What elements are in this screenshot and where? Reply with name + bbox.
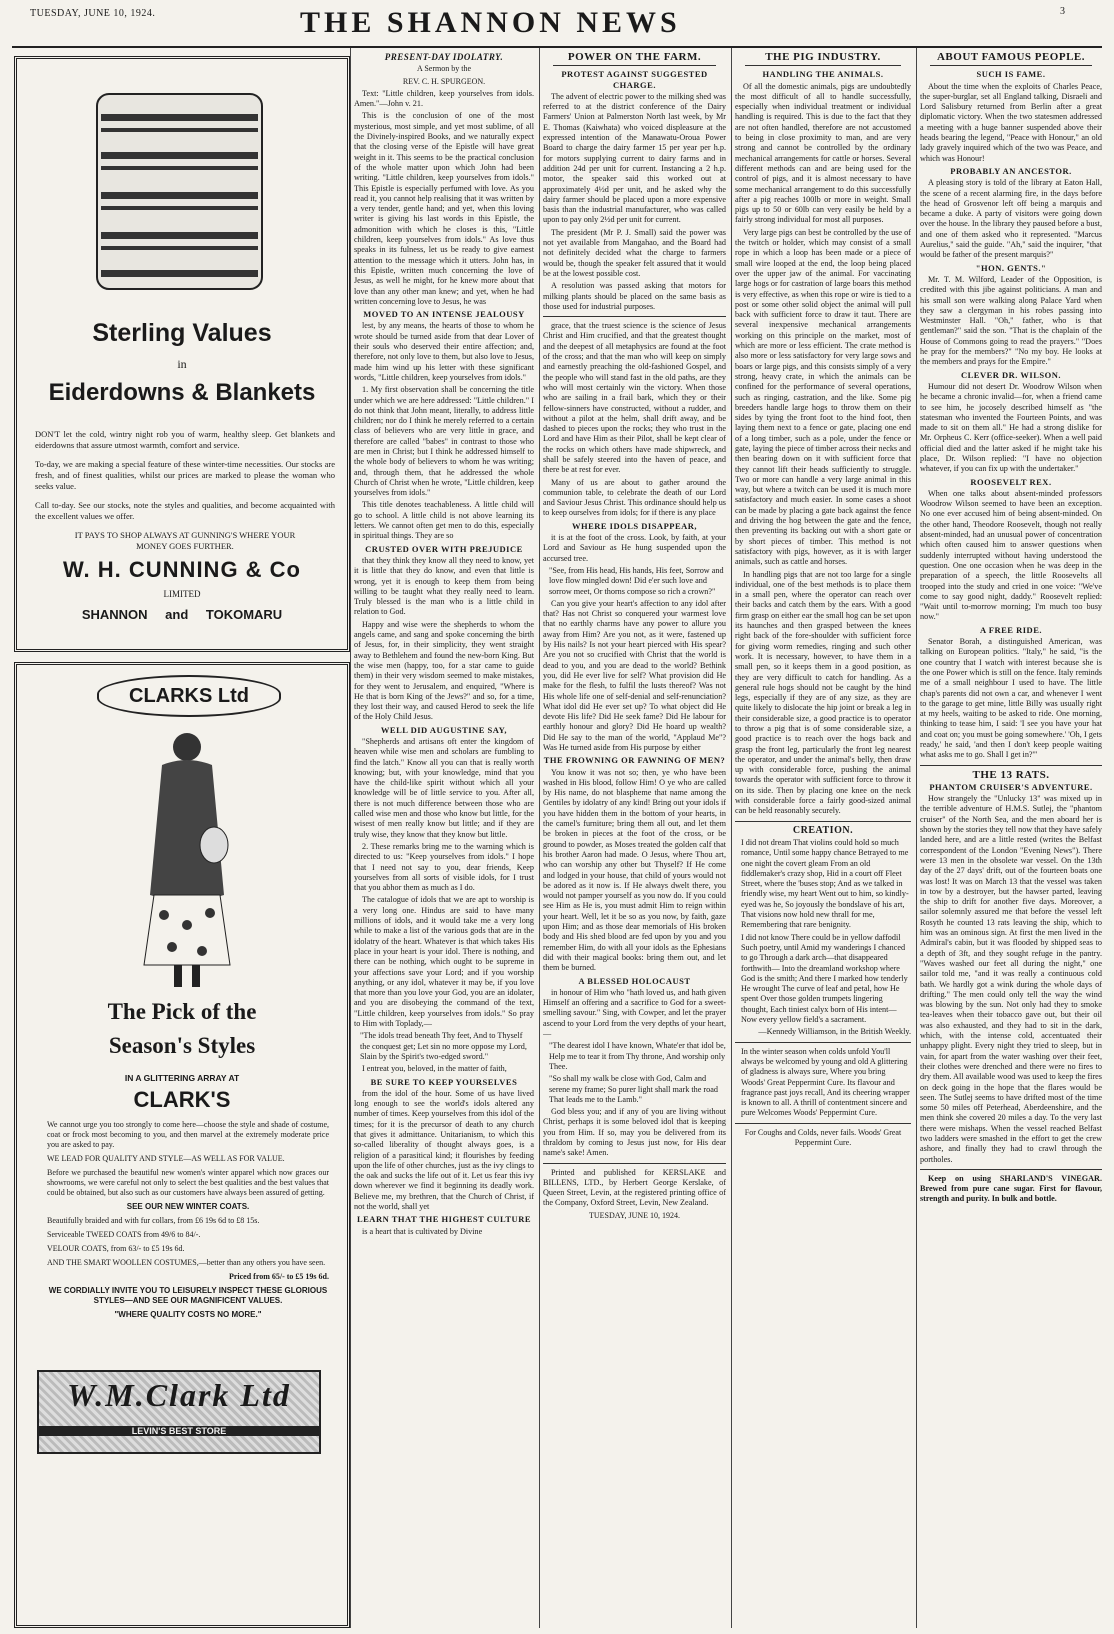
masthead-date: TUESDAY, JUNE 10, 1924. — [30, 8, 156, 19]
column-divider — [350, 48, 351, 1628]
section-heading: ROOSEVELT REX. — [970, 476, 1052, 487]
paragraph: I entreat you, beloved, in the matter of faith, — [362, 1064, 507, 1074]
headline-line: The Pick of the — [107, 999, 257, 1024]
paragraph: Can you give your heart's affection to any idol after that? Has not Christ so conquered your warmest love that no earthly charms have any power to allure you away from Him? Are you not, as it were, fastened up by His nails? Is not your heart pierced with His spear? Are you not so crucified with Christ that the world is dead to you, and you are dead to the world? Bethink you, did He ever live for self? What provision did He make for the flesh, to fulfil the lusts thereof? Was not His whole life one of self-denial and self-renunciation? What idol did He ever set up? To what object did He devote His life? Did He seek fame? Did He labour for earthly honour and glory? Did He hoard up wealth? Did He say to the man of the world, "Applaud Me"? Was He turned aside from His purpose by either — [543, 598, 726, 752]
column-divider — [539, 48, 540, 1628]
ad-line: Priced from 65/- to £5 19s 6d. — [228, 1272, 329, 1281]
paragraph: Text: "Little children, keep yourselves from idols. Amen."—John v. 21. — [354, 88, 534, 109]
article-author: REV. C. H. SPURGEON. — [402, 76, 486, 86]
section-heading: PROBABLY AN ANCESTOR. — [950, 165, 1072, 176]
article-rule — [735, 1123, 911, 1124]
ad-clarks — [14, 662, 350, 1628]
paragraph: You know it was not so; then, ye who have been washed in His blood, follow Him! O ye who are called by His name, do not blaspheme that name among the Gentiles by idolatry of any kind! Bring out your idols if you have hidden them in the bottom of your hearts, in the camel's furniture; bring them all out, and let them be broken in pieces at the foot of the cross, or be ground to powder, as Moses treated the golden calf that his brother Aaron had made. O Jesus, where Thou art, who can worship any other but Thyself? If He come and lodged in your house, that child of yours would not be adored as it now is. If He always dwelt there, you would not pamper yourself as you now do. If you could see Him as He is, you must admit Him to reign within your heart. Well, let it be so as you now, by faith, gaze upon Him; and as those dear memorials of His broken body and His shed blood are fed upon by you and you remember Him, do with all your idols as the Ephesians did with their magical books: bring them out, and let them be burned. — [543, 767, 726, 973]
ad-headline: Sterling Values — [92, 319, 272, 347]
paragraph: in honour of Him who "hath loved us, and hath given Himself an offering and a sacrifice to God for a sweet-smelling savour." Sing, with Cowper, and let the prayer ascend to your Lord from the very depths of your heart,— — [543, 987, 726, 1039]
fashion-figure-illustration — [112, 725, 262, 995]
ad-paragraph: Call to-day. See our stocks, note the styles and qualities, and become acquainted with the excellent values we offer. — [35, 500, 335, 521]
paragraph: from the idol of the hour. Some of us have lived long enough to see the world's idols altered any number of times. Keep yourselves from this idol of the times; for it is the precursor of death to any church that gives it admittance. Unitarianism, to which this so-called liberality of thought always goes, is a religion of a parasitical kind; it flourishes by feeding upon the life of other churches, just as the ivy clings to the oak and sucks the life out of it. Let us fear this ivy down wherever we find it beginning its deadly work. Believe me, my brethren, that the Church of Christ, if not the world, shall yet — [354, 1088, 534, 1212]
article-heading: POWER ON THE FARM. — [567, 51, 702, 63]
advertisement-verse: In the winter season when colds unfold You'll always be welcomed by young and old A glittering of gladness is always sure, Where you bring Woods' Great Peppermint Cure. Its flavour and fragrance past joys recall, And its cheering wrapper is known to all. A thrill of contentment sincere and pure Welcomes Woods' Peppermint Cure. — [741, 1046, 910, 1118]
paragraph: that they think they know all they need to know, yet it is little that they do know, and even that little is wrong, yet it is enough to keep them from being willing to be taught what they really need to learn. Truly blessed is the man who is a little child in relation to God. — [354, 555, 534, 617]
column-divider — [916, 48, 917, 1628]
ad-body — [47, 1120, 329, 1324]
section-heading: A FREE RIDE. — [980, 624, 1042, 635]
ad-motto: "WHERE QUALITY COSTS NO MORE." — [114, 1310, 262, 1319]
paragraph: In handling pigs that are not too large for a single individual, one of the best methods is to place them in a small pen, where the operator can reach over their backs and catch them by the ears. With a good firm grasp on either ear the small hog can be set upon its haunches and then grasped between the knees right back of the fore-shoulder with sufficient force for giving worm remedies, ringing and such other work. It is necessary, however, to have them in a small pen, so it keeps them in a good position, as they are very difficult to catch for handling. As a general rule hogs should not be caught by the hind legs, especially if they are of any size, as they are quite likely to dislocate the hip joint or break a leg in their considerable size, a good practice is to operator to throw a pig that is of some considerable size, a good practice is to reach over the hogs back and grasp the front leg, particularly the front leg nearest the operator, and under the animal's belly, then draw up with considerable force, pushing the animal towards the operator with sufficient force to throw it on its side. Then by placing one knee on the neck with considerable force a fairly good-sized animal can be held reasonably securely. — [735, 569, 911, 816]
ad-headline: Eiderdowns & Blankets — [48, 379, 316, 406]
article-rule — [920, 765, 1102, 766]
paragraph: How strangely the "Unlucky 13" was mixed up in the terrible adventure of H.M.S. Sutlej, the "phantom cruiser" of the North Sea, and the men aboard her is shown by the stories they tell now that they have safely landed here, and are a little rested (writes the Belfast correspondent of the London "Evening News"). There were 13 men in the obsolete war vessel. On the 13th day of the 27 days' drift, out of the fourteen boats one was lost! It was on March 13 that the vessel was taken in tow by a destroyer, but the hawser parted, leaving the ship to drift for another five days. Moreover, a sailor solemnly assured me that before the vessel left Rosyth he counted 13 rats leaving the ship, which to him was an ominous sign. At first the men lived in the Admiral's cabin, but it was flooded by shipped seas to a depth of 3ft, and they sought refuge in the pantry. "Waves washed our feet all during the night," one sailor told me, "and it was really a continuous cold bath. We hardly got a wink during the whole days of drifting." The men could only tell the way the wind was blowing by the sun. Not only had they to smoke tea-leaves when their tobacco gave out, but their oil was also exhausted, and they had to sit in the dark, which, with the intense cold, accentuated their unhappy plight. Every night they tried to sleep, but in vain, for apart from the water washing over their feet, their clothes were drenched and there were no fires to dry them. All available wood was used to keep the fires on deck going in the hope that the flares would be seen. The Sutlej seems to have drifted most of the time some 50 miles off Peterhead, Aberdeenshire, and the men think she covered 20 miles a day. To the very last there were mishaps. When the vessel reached Belfast two ladders were smashed in the effort to get the crew ashore, and finally they had to crawl through the portholes. — [920, 794, 1102, 1164]
ad-line: VELOUR COATS, from 63/- to £5 19s 6d. — [47, 1244, 185, 1253]
verse: "So shall my walk be close with God, Calm and serene my frame; So purer light shall mark the road That leads me to the Lamb." — [549, 1074, 718, 1104]
article-subheading: A Sermon by the — [417, 64, 471, 74]
article-heading: THE 13 RATS. — [972, 768, 1050, 781]
paragraph: Many of us are about to gather around the communion table, to celebrate the death of our Lord and Saviour Jesus Christ. This ordinance should help us to keep ourselves from idols; for if there is any place — [543, 477, 726, 518]
paragraph: Mr. T. M. Wilford, Leader of the Opposition, is credited with this jibe against politicians. A man and his small son were walking along Palace Yard when they saw a clergyman in his robes passing into Westminster Hall. "Oh," father, who is that gentleman?" said the son. "That is the chaplain of the House of Commons going to read the prayers." "Does he pray for the members?" "No my boy. He looks at the members and prays for the Empire." — [920, 274, 1102, 367]
paragraph: Humour did not desert Dr. Woodrow Wilson when he became a chronic invalid—for, when a friend came to see him, he jocosely described himself as "the statesman who invented the Fourteen Points, and was made to sit on them all." He had a strong dislike for Mr. Orpheus C. Kerr (office-seeker). When a well paid official died and the latter asked if he might take his place, Dr. Wilson replied: "I have no objection whatever, if you can fix up with the undertaker." — [920, 381, 1102, 474]
paragraph: it is at the foot of the cross. Look, by faith, at your Lord and Saviour as He hung suspended upon the accursed tree. — [543, 533, 726, 563]
article-rule — [735, 1042, 911, 1043]
column-divider — [731, 48, 732, 1628]
section-heading: CRUSTED OVER WITH PREJUDICE — [365, 543, 523, 554]
clarks-banner: CLARKS Ltd — [97, 675, 281, 717]
section-heading: A BLESSED HOLOCAUST — [578, 975, 691, 986]
article-subheading: PROTEST AGAINST SUGGESTED CHARGE. — [561, 69, 708, 90]
ad-limited: LIMITED — [163, 589, 201, 599]
paragraph: is a heart that is cultivated by Divine — [362, 1226, 483, 1236]
ad-line: Beautifully braided and with fur collars, from £6 19s 6d to £8 15s. — [47, 1216, 260, 1225]
column-pig — [735, 48, 911, 1628]
section-heading: WHERE IDOLS DISAPPEAR, — [571, 520, 698, 531]
blanket-stack-illustration — [87, 84, 272, 299]
paragraph: The advent of electric power to the milking shed was referred to at the district conference of the Dairy Farmers' Union at Palmerston North last week, by Mr E. Thomas (Kaiwhata) who voiced displeasure at the expressed intention of the Manawatu-Oroua Power Board to charge the dairy farmer 15 per year per h.p. for motors supplying current to dairy farms and in addition 24d per unit for current. Instancing a 2 h.p. motor, the speaker said this worked out at approximately 4½d per unit, and he asked why the dairy farmer should be placed upon a more expensive basis than the industrial manufacturer, who was called upon to pay only 2½d per unit for current. — [543, 91, 726, 225]
section-heading: CLEVER DR. WILSON. — [960, 369, 1061, 380]
section-heading: LEARN THAT THE HIGHEST CULTURE — [356, 1214, 532, 1225]
column-farm — [543, 48, 726, 1628]
paragraph: A pleasing story is told of the library at Eaton Hall, the scene of a recent alarming fire, in the days before the head of Grosvenor left off being a marquis and became a duke. A party of visitors were going down over the house. In the library they paused before a bust, and one of them asked who it represented. "Marcus Aurelius," said the guide. "Ah," said the inquirer, "that would be father of the present marquis?" — [920, 178, 1102, 260]
section-heading: "HON. GENTS." — [975, 262, 1047, 273]
imprint: Printed and published for KERSLAKE and BILLENS, LTD., by Herbert George Kerslake, of Queen Street, Levin, at the registered printing office of the Company, Oxford Street, Levin, New Zealand. — [543, 1167, 726, 1208]
paragraph: lest, by any means, the hearts of those to whom he wrote should be turned aside from that dear Lover of their souls who deserved their entire affection; and, therefore, not only love to them, but also love to Jesus, made him wind up his letter with these significant words, "Little children, keep yourselves from idols." — [354, 321, 534, 382]
footer-date: TUESDAY, JUNE 10, 1924. — [588, 1210, 681, 1220]
article-rule — [735, 821, 911, 822]
ad-cunning — [14, 56, 350, 652]
article-rule — [543, 316, 726, 317]
ad-connector: in — [177, 357, 187, 371]
ad-towns: SHANNON and TOKOMARU — [81, 607, 283, 622]
ad-paragraph: DON'T let the cold, wintry night rob you of warm, healthy sleep. Get blankets and eiderdowns that assure utmost warmth, comfort and service. — [35, 429, 335, 450]
clark-logo — [37, 1370, 321, 1454]
verse: "See, from His head, His hands, His feet, Sorrow and love flow mingled down! Did e'er such love and sorrow meet, Or thorns compose so rich a crown?" — [549, 565, 724, 596]
paragraph: grace, that the truest science is the science of Jesus Christ and Him crucified, and that the greatest thought and the deepest of all metaphysics are found at the foot of the cross; and that the man who will keep on simply and earnestly preaching the old-fashioned Gospel, and the people who will stand fast in the old paths, are they who will most certainly win the victory. When those who are sailing in a frail bark, which they or their fellow-sinners have constructed, without a rudder, and without a pilot at the helm, shall drift away, and be dashed to pieces upon the rocks; they who trust in the Lord and have Him as their Pilot, shall be kept clear of the rocks on which others have made shipwreck, and shall be safely steered into the haven of peace, and there be at rest for ever. — [543, 321, 726, 475]
article-heading: PRESENT-DAY IDOLATRY. — [384, 52, 504, 62]
poem-author: —Kennedy Williamson, in the British Weekly. — [758, 1027, 911, 1037]
column-famous — [920, 48, 1102, 1628]
ad-subhead: IN A GLITTERING ARRAY AT — [124, 1073, 240, 1083]
ad-body — [35, 429, 335, 560]
article-heading: ABOUT FAMOUS PEOPLE. — [936, 51, 1086, 63]
paragraph: Of all the domestic animals, pigs are undoubtedly the most difficult of all to handle successfully, especially when individual treatment or individual handling is required. This is due to the fact that they are not often handled, therefore are not accustomed to being in close proximity to man, and are very strong and cannot be controlled by the ordinary mechanical arrangements for cattle or horses. Several different methods can and are being used for the control of pigs, and it is almost necessary to have some mechanical arrangement to do this successfully after a pig reaches 100lb or more in weight. Small pigs up to 50 or 60lb can very easily be held by a fairly strong individual for most all purposes. — [735, 81, 911, 225]
masthead-title: THE SHANNON NEWS — [300, 6, 681, 39]
section-heading: BE SURE TO KEEP YOURSELVES — [370, 1076, 518, 1087]
ad-paragraph: Before we purchased the beautiful new women's winter apparel which now graces our showrooms, we were careful not only to select the best qualities and the best values that could be obtained, but also such as our customers have always been assured of getting. — [47, 1168, 329, 1197]
paragraph: Very large pigs can best be controlled by the use of the twitch or holder, which may consist of a small rope in which a loop has been made or a piece of small wire looped at the end, the loop being placed over the upper jaw of the animal. For vaccinating large hogs or for castration of large boars this method is very effective, as when this rope or wire is tied to a post or some other solid object the animal will pull back with sufficient force to draw it taut. There are several inexpensive mechanical arrangements working on this principle on the market, most of which are more or less efficient. The crate method is also more or less satisfactory for very large sows and boars or large pigs, and this consists simply of a very strong, heavy crate, in which the animals can be confined for the performance of several operations, such as ringing, castration, and the like. Some pig breeders handle large hogs to throw them on their sides by tying the front foot to the hind foot, then laying them next to a fence or gate, placing one end of a long timber, such as a pole, under the fence or gate, laying the piece of timber across their necks and then bearing down on it with sufficient force that they cannot lift their heads sufficiently to struggle. Two or more can handle a very large animal in this way, but where a twitch can be used it is much more satisfactory and much easier. In some cases a shoot can be made by placing a gate back against the fence and driving the hog between the gate and the fence, then preventing its backing out with a short gate or by short pieces of timber. This method is not satisfactory with pigs, however, as it is with larger animals, such as cattle and horses. — [735, 227, 911, 567]
logo-subtext: LEVIN'S BEST STORE — [39, 1426, 319, 1436]
paragraph: "Shepherds and artisans oft enter the kingdom of heaven while wise men and scholars are fumbling to find the latch." Know all you can that is really worth knowing; but, with your knowledge, mind that you have the child-like spirit without which all your knowledge will be of little service to you. After all, there is not much difference between those who are called wise men and those who know but little, for the wisest of men really know but little; and if they are truly wise, they know that they know but little. — [354, 737, 534, 839]
paragraph: Senator Borah, a distinguished American, was talking on European politics. "Italy," he said, "is the one country that I watch with interest because she is the one Power which is still on the fence. Italy reminds me of a small neighbour I used to have. The little chap's parents did not own a car, and whenever I went to the garage to get mine, little Billy was usually right at my heels, waiting to be asked to ride. One morning, thinking to tease him, I said: 'I see you have your hat and coat on; you must be going somewhere.' 'Oh, I gets ready,' he said, 'and then I don't keep people waiting what asks me to go. Shall I get in?'" — [920, 637, 1102, 760]
paragraph: The president (Mr P. J. Small) said the power was not yet available from Mangahao, and the Board had not definitely decided what the charge to farmers would be, though the speaker felt assured that it would be at the lowest possible cost. — [543, 227, 726, 278]
logo-text: W.M.Clark Ltd — [67, 1377, 291, 1413]
advertisement-notice: Keep on using SHARLAND'S VINEGAR. Brewed from pure cane sugar. First for flavour, strength and purity. In bulk and bottle. — [920, 1173, 1102, 1204]
ad-paragraph: We cannot urge you too strongly to come here—choose the style and shade of costume, coat or frock most becoming to you, and then marvel at the extremely moderate price you are asked to pay. — [47, 1120, 329, 1149]
ad-slogan: IT PAYS TO SHOP ALWAYS AT GUNNING'S WHERE YOUR — [74, 530, 296, 540]
ad-headline — [17, 995, 347, 1063]
ad-store-name: CLARK'S — [133, 1087, 231, 1112]
paragraph: This is the conclusion of one of the most mysterious, most simple, and yet most sublime, of all the Divinely-inspired Books, and we naturally expect that the closing verse of the Epistle will have great weight in it. This seems to be the practical conclusion of the whole matter upon which John had been writing. "Little children, keep yourselves from idols." This Epistle is especially perfumed with love. As you read it, you cannot help realising that it was written by a very tender, gentle hand; and yet, when this loving writer is giving his last words in this Epistle, the admonition with which he closes is this, "Little children, keep yourselves from idols." As love thus speaks in its fulness, let us be ready to give earnest attention to the message which it utters. John has, in this Epistle, written much concerning the love of Jesus, as well he might, for he knew more about that love than any other man knew; and yet, when he had written concerning love to Jesus, he was — [354, 111, 534, 306]
article-heading: THE PIG INDUSTRY. — [765, 51, 881, 63]
paragraph: A resolution was passed asking that motors for milking plants should be placed on the same basis as those used for industrial purposes. — [543, 281, 726, 311]
heading-rule — [745, 65, 901, 66]
section-heading: SUCH IS FAME. — [976, 69, 1046, 80]
paragraph: About the time when the exploits of Charles Peace, the super-burglar, set all England talking, Disraeli and Lord Salisbury returned from Berlin after a great diplomatic victory. When the two statesmen addressed a meeting with a huge banner suspended above their heads bearing the legend, "Peace with Honour," an old lady gravely inquired which of the two was Peace, and which was Honour! — [920, 81, 1102, 163]
section-heading: WELL DID AUGUSTINE SAY, — [380, 724, 508, 735]
paragraph: 2. These remarks bring me to the warning which is directed to us: "Keep yourselves from idols." I hope that I need not say to you, dear friends, Keep yourselves from all sorts of visible idols, for I trust that you abhor them as much as I do. — [354, 841, 534, 893]
paragraph: God bless you; and if any of you are living without Christ, perhaps it is some beloved idol that is keeping you from Him. If so, may you be delivered from its thraldom by coming to Jesus just now, for His dear name's sake! Amen. — [543, 1107, 726, 1158]
page-number: 3 — [1060, 6, 1065, 17]
poem-stanza: I did not know There could be in yellow daffodil Such poetry, until Amid my wanderings I chanced to go Through a dark arch—that disappeared forthwith— Into the dreamland workshop where God is the smith; And there I marked how tenderly He wrought The curve of leaf and petal, how He spent Over those golden trumpets lingering thought, Each tiniest calyx born of His intent— Now every yellow field's a sacrament. — [741, 932, 908, 1025]
ad-invite: WE CORDIALLY INVITE YOU TO LEISURELY INSPECT THESE GLORIOUS STYLES—AND SEE OUR MAGNIFICENT VALUES. — [48, 1286, 328, 1305]
article-subheading: HANDLING THE ANIMALS. — [762, 69, 884, 80]
ad-paragraph: WE LEAD FOR QUALITY AND STYLE—AS WELL AS FOR VALUE. — [47, 1154, 285, 1163]
ad-paragraph: To-day, we are making a special feature of these winter-time necessities. Our stocks are fresh, and of finest qualities, whilst our prices are marked to please the woman who seeks value. — [35, 459, 335, 491]
ad-firm-name: W. H. CUNNING & Co — [63, 557, 301, 582]
section-heading: THE FROWNING OR FAWNING OF MEN? — [543, 755, 726, 766]
paragraph: This title denotes teachableness. A little child will go to school. A little child is not above learning its letters. We cannot often get men to do this, especially in spiritual things. They are so — [354, 500, 534, 541]
ad-line: AND THE SMART WOOLLEN COSTUMES,—better than any others you have seen. — [47, 1258, 326, 1267]
section-heading: MOVED TO AN INTENSE JEALOUSY — [363, 309, 525, 320]
ad-see-coats: SEE OUR NEW WINTER COATS. — [126, 1202, 250, 1211]
ad-slogan: MONEY GOES FURTHER. — [136, 541, 234, 551]
poem-stanza: I did not dream That violins could hold so much romance, Until some happy chance Betrayed to me one night the covert gleam From an old fiddlemaker's crazy shop, Hid in a court off Fleet Street, where the 'buses stop; And as we talked in friendly wise, my heart Went out to him, so kindly-eyed was he, So joyously the bondslave of his art, That visions now hold new thrall for me, Remembering that rare benignity. — [741, 837, 909, 930]
heading-rule — [930, 65, 1092, 66]
headline-line: Season's Styles — [108, 1033, 256, 1058]
verse: "The dearest idol I have known, Whate'er that idol be, Help me to tear it from Thy throne, And worship only Thee. — [549, 1041, 726, 1071]
ad-line: Serviceable TWEED COATS from 49/6 to 84/-. — [47, 1230, 201, 1239]
column-idolatry — [354, 48, 534, 1628]
paragraph: When one talks about absent-minded professors Woodrow Wilson seemed to have been an exception. No one ever accused him of being absent-minded. On the other hand, Theodore Roosevelt, though not really absent-minded, had an unusual power of concentration which often caused him to answer questions when suddenly interrupted without having understood the question. One one occasion when he was deep in the preparation of a speech, the little Roosevelts all trooped into the study and cried in one voice: "We've come to say good night, daddy." Roosevelt replied: "Wait until to-morrow morning; I'm much too busy now." — [920, 488, 1102, 622]
ad-footnote: For Coughs and Colds, never fails. Woods' Great Peppermint Cure. — [744, 1127, 902, 1147]
verse: "The idols tread beneath Thy feet, And to Thyself the conquest get; Let sin no more oppose my Lord, Slain by the Spirit's two-edged sword." — [360, 1031, 527, 1061]
paragraph: Happy and wise were the shepherds to whom the angels came, and sang and spoke concerning the birth of Jesus, for, in their simplicity, they went straight away to Bethlehem and found the new-born King. But the wise men (happy, too, for a star came to guide them) in their very wisdom seemed to make mistakes, for they went to Jerusalem, and enquired, "Where is He that is born King of the Jews?" and so, for a time, they lost their way, and caused Herod to seek the life of the Holy Child Jesus. — [354, 619, 534, 722]
poem-title: CREATION. — [792, 824, 854, 836]
article-rule — [543, 1163, 726, 1164]
article-subheading: PHANTOM CRUISER'S ADVENTURE. — [929, 781, 1093, 792]
heading-rule — [553, 65, 716, 66]
article-rule — [920, 1169, 1102, 1170]
paragraph: The catalogue of idols that we are apt to worship is a very long one. Hindus are said to have many millions of idols, and it would take me a very long while to make a list of the various gods that are in the idolatry of the heart. Whatever is that which takes His place in your heart is your idol. There is nothing, and there can be nothing, which ought to be supreme in your affections save your Lord; and if you worship anything, or any idol, whatever it may be, if you love that more than you love your God, you are an idolater, and you are disobeying the command of the text, "Little children, keep yourselves from idols." So pray to Him with Toplady,— — [354, 895, 534, 1029]
paragraph: 1. My first observation shall be concerning the title under which we are here addressed: "Little children." I do not think that John meant, literally, to address little children; nor do I think he merely referred to a certain class of believers who are very little in grace, and therefore are called "babes" in contrast to those who are men in Christ; but I think he addressed himself to the whole body of believers to whom he was writing; and, through them, that he addressed the whole Church of Christ when he wrote, "Little children, keep yourselves from idols." — [354, 385, 534, 498]
